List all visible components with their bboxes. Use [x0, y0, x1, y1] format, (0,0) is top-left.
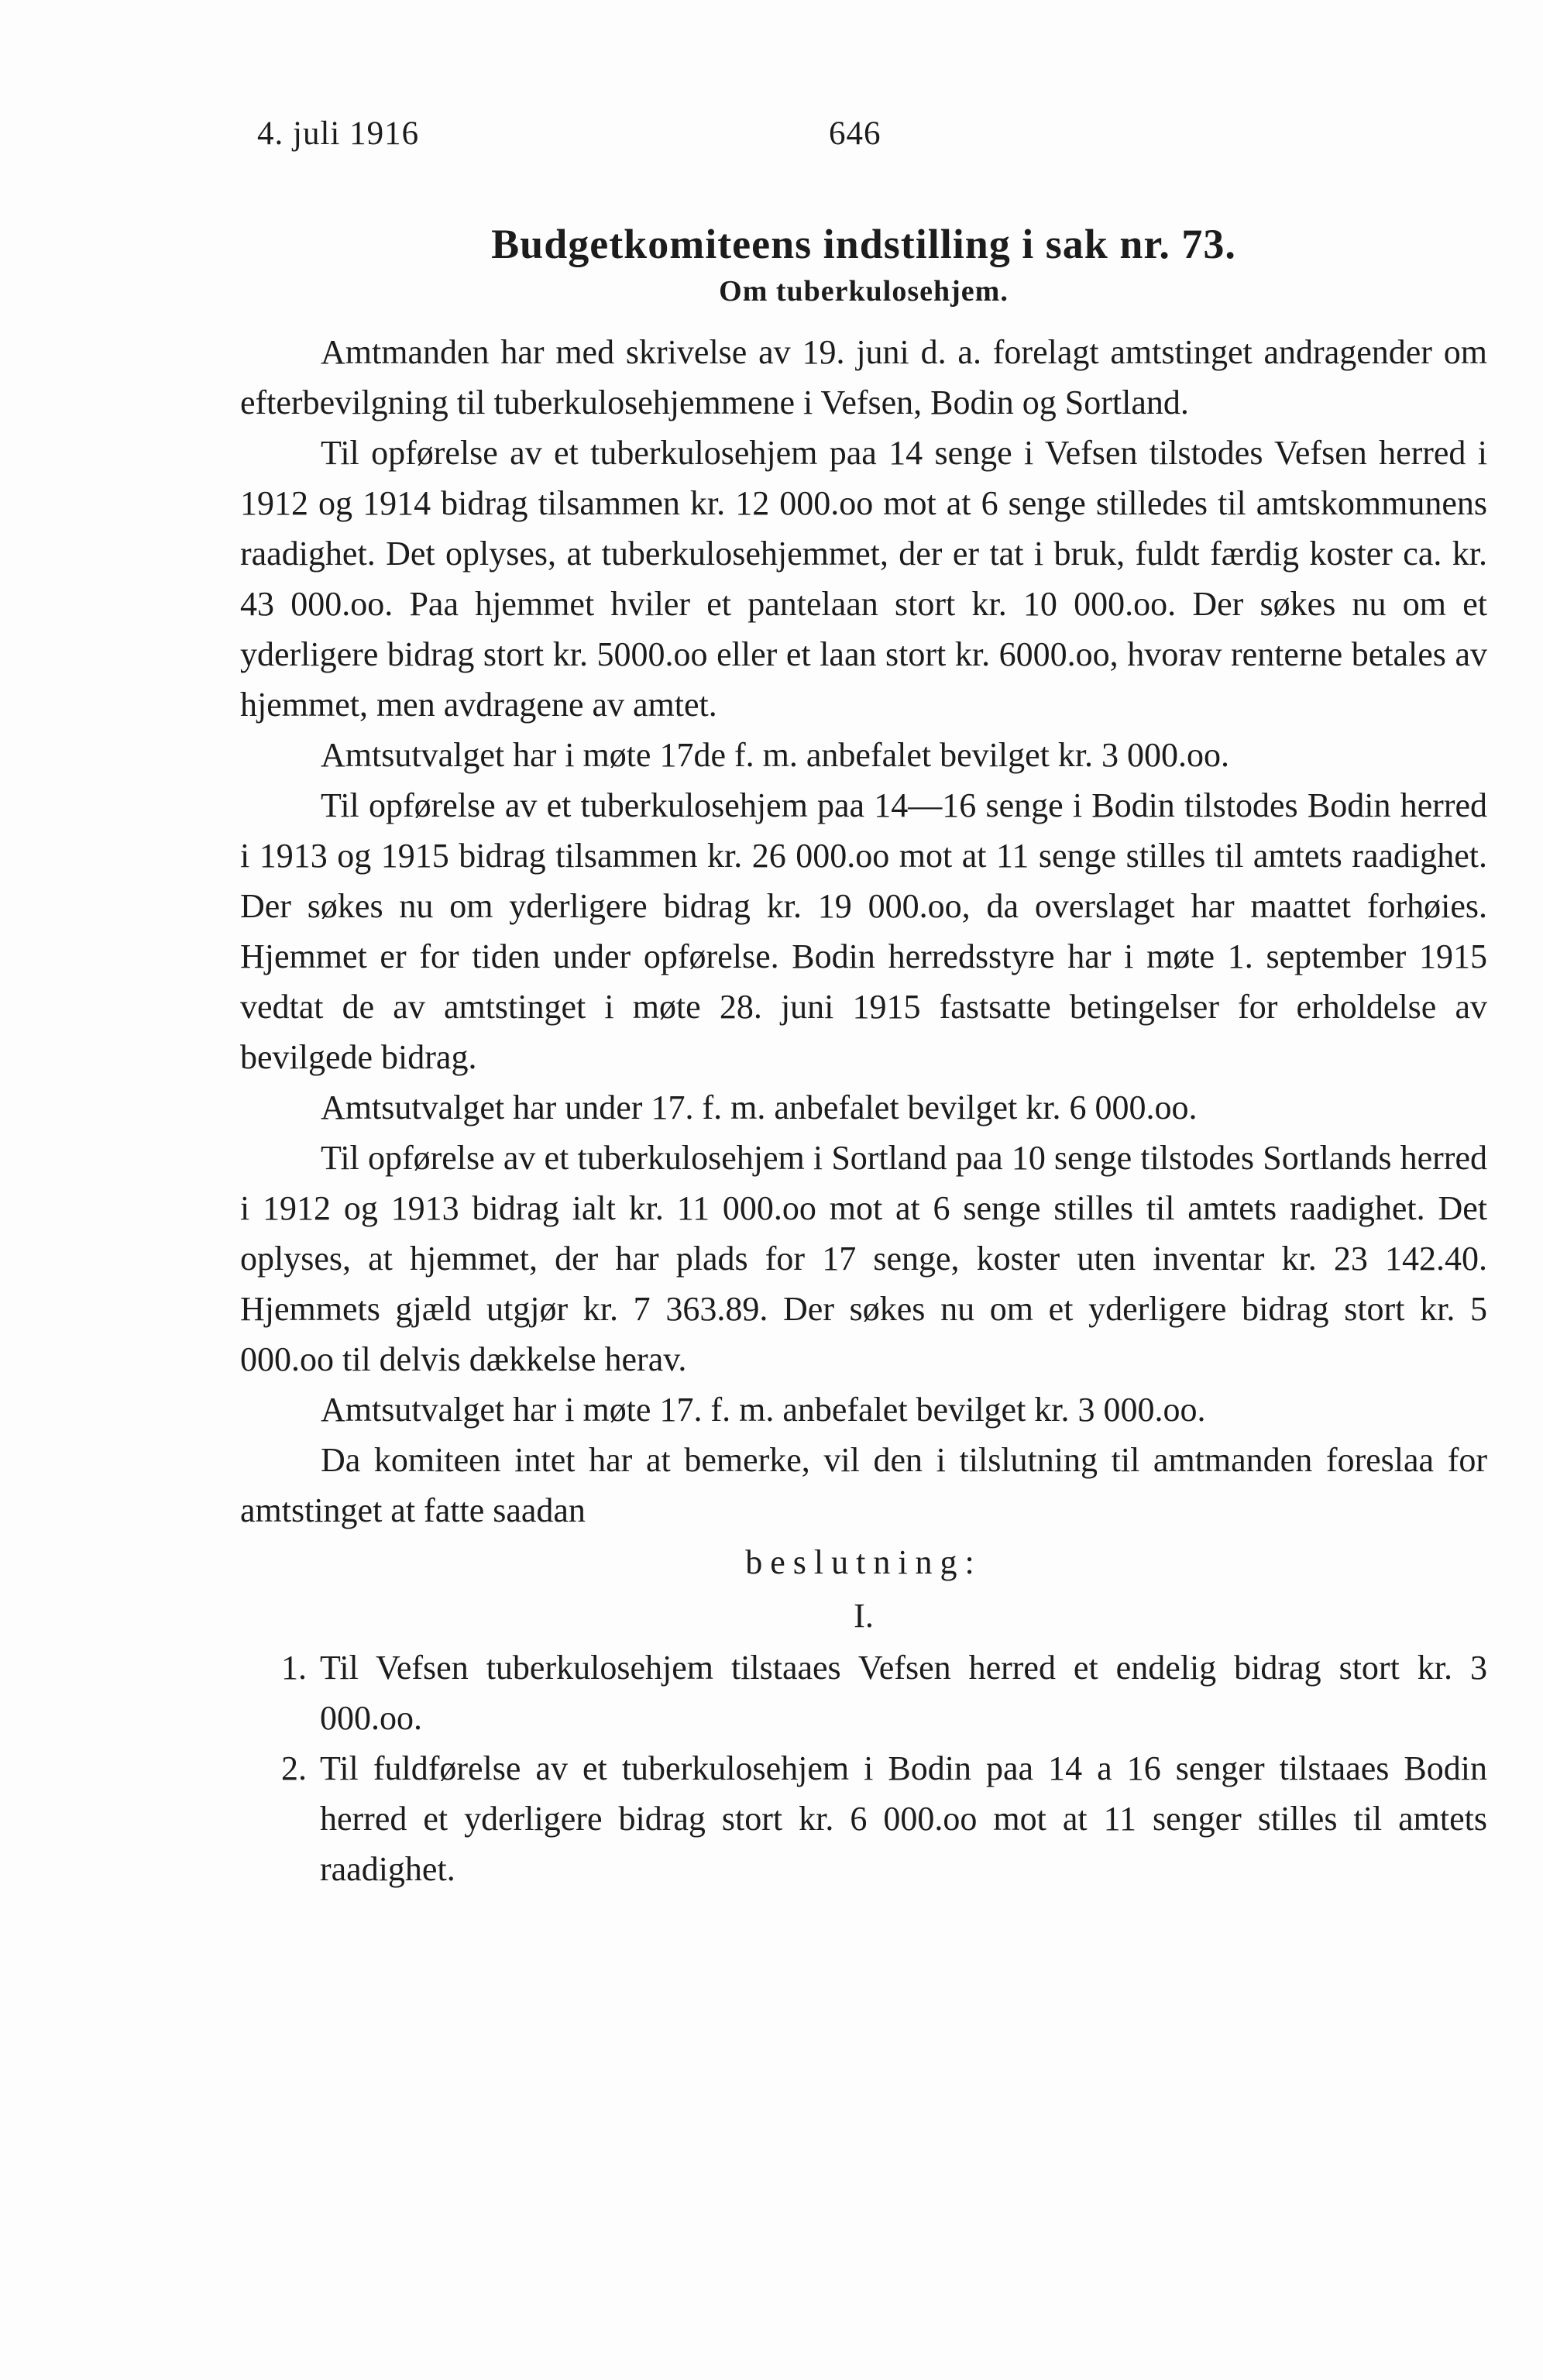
header-date: 4. juli 1916 [257, 115, 420, 152]
paragraph-4: Til opførelse av et tuberkulosehjem paa 14—16 senge i Bodin tilstodes Bodin herred i 1913 og 1915 bidrag tilsammen kr. 26 000.oo mot at 11 senge stilles til amtets raadighet. Der søkes nu om yderligere bidrag kr. 19 000.oo, da overslaget har maattet forhøies. Hjemmet er for tiden under opførelse. Bodin herredsstyre har i møte 1. september 1915 vedtat de av amtstinget i møte 28. juni 1915 fastsatte betingelser for erholdelse av bevilgede bidrag. [240, 786, 1487, 1076]
list-item [240, 1743, 1487, 1894]
item-number: 1. [281, 1649, 307, 1687]
paragraph-6: Til opførelse av et tuberkulosehjem i Sortland paa 10 senge tilstodes Sortlands herred i 1912 og 1913 bidrag ialt kr. 11 000.oo mot at 6 senge stilles til amtets raadighet. Det oplyses, at hjemmet, der har plads for 17 senge, koster uten inventar kr. 23 142.40. Hjemmets gjæld utgjør kr. 7 363.89. Der søkes nu om et yderligere bidrag stort kr. 5 000.oo til delvis dækkelse herav. [240, 1139, 1487, 1378]
decision-heading: beslutning: [745, 1543, 982, 1581]
paragraph-1: Amtmanden har med skrivelse av 19. juni d. a. forelagt amtstinget andragender om efterbevilgning til tuberkulosehjemmene i Vefsen, Bodin og Sortland. [240, 333, 1487, 421]
item-text: Til fuldførelse av et tuberkulosehjem i Bodin paa 14 a 16 senger tilstaaes Bodin herred et yderligere bidrag stort kr. 6 000.oo mot at 11 senger stilles til amtets raadighet. [320, 1749, 1487, 1888]
paragraph-2: Til opførelse av et tuberkulosehjem paa 14 senge i Vefsen tilstodes Vefsen herred i 1912 og 1914 bidrag tilsammen kr. 12 000.oo mot at 6 senge stilledes til amtskommunens raadighet. Det oplyses, at tuberkulosehjemmet, der er tat i bruk, fuldt færdig koster ca. kr. 43 000.oo. Paa hjemmet hviler et pantelaan stort kr. 10 000.oo. Der søkes nu om et yderligere bidrag stort kr. 5000.oo eller et laan stort kr. 6000.oo, hvorav renterne betales av hjemmet, men avdragene av amtet. [240, 434, 1487, 724]
paragraph-5: Amtsutvalget har under 17. f. m. anbefalet bevilget kr. 6 000.oo. [321, 1089, 1198, 1126]
paragraph-7: Amtsutvalget har i møte 17. f. m. anbefalet bevilget kr. 3 000.oo. [321, 1391, 1206, 1429]
page-number: 646 [829, 115, 881, 152]
section-number: I. [854, 1597, 874, 1635]
page-header [257, 115, 1512, 161]
document-subtitle: Om tuberkulosehjem. [719, 275, 1009, 308]
item-number: 2. [281, 1749, 307, 1787]
list-item [240, 1642, 1487, 1743]
document-title: Budgetkomiteens indstilling i sak nr. 73. [491, 221, 1236, 267]
document-body [240, 217, 1487, 1894]
paragraph-8: Da komiteen intet har at bemerke, vil den i tilslutning til amtmanden foreslaa for amtstinget at fatte saadan [240, 1441, 1487, 1529]
item-text: Til Vefsen tuberkulosehjem tilstaaes Vefsen herred et endelig bidrag stort kr. 3 000.oo. [320, 1649, 1487, 1737]
paragraph-3: Amtsutvalget har i møte 17de f. m. anbefalet bevilget kr. 3 000.oo. [321, 736, 1230, 774]
resolution-list [240, 1642, 1487, 1894]
